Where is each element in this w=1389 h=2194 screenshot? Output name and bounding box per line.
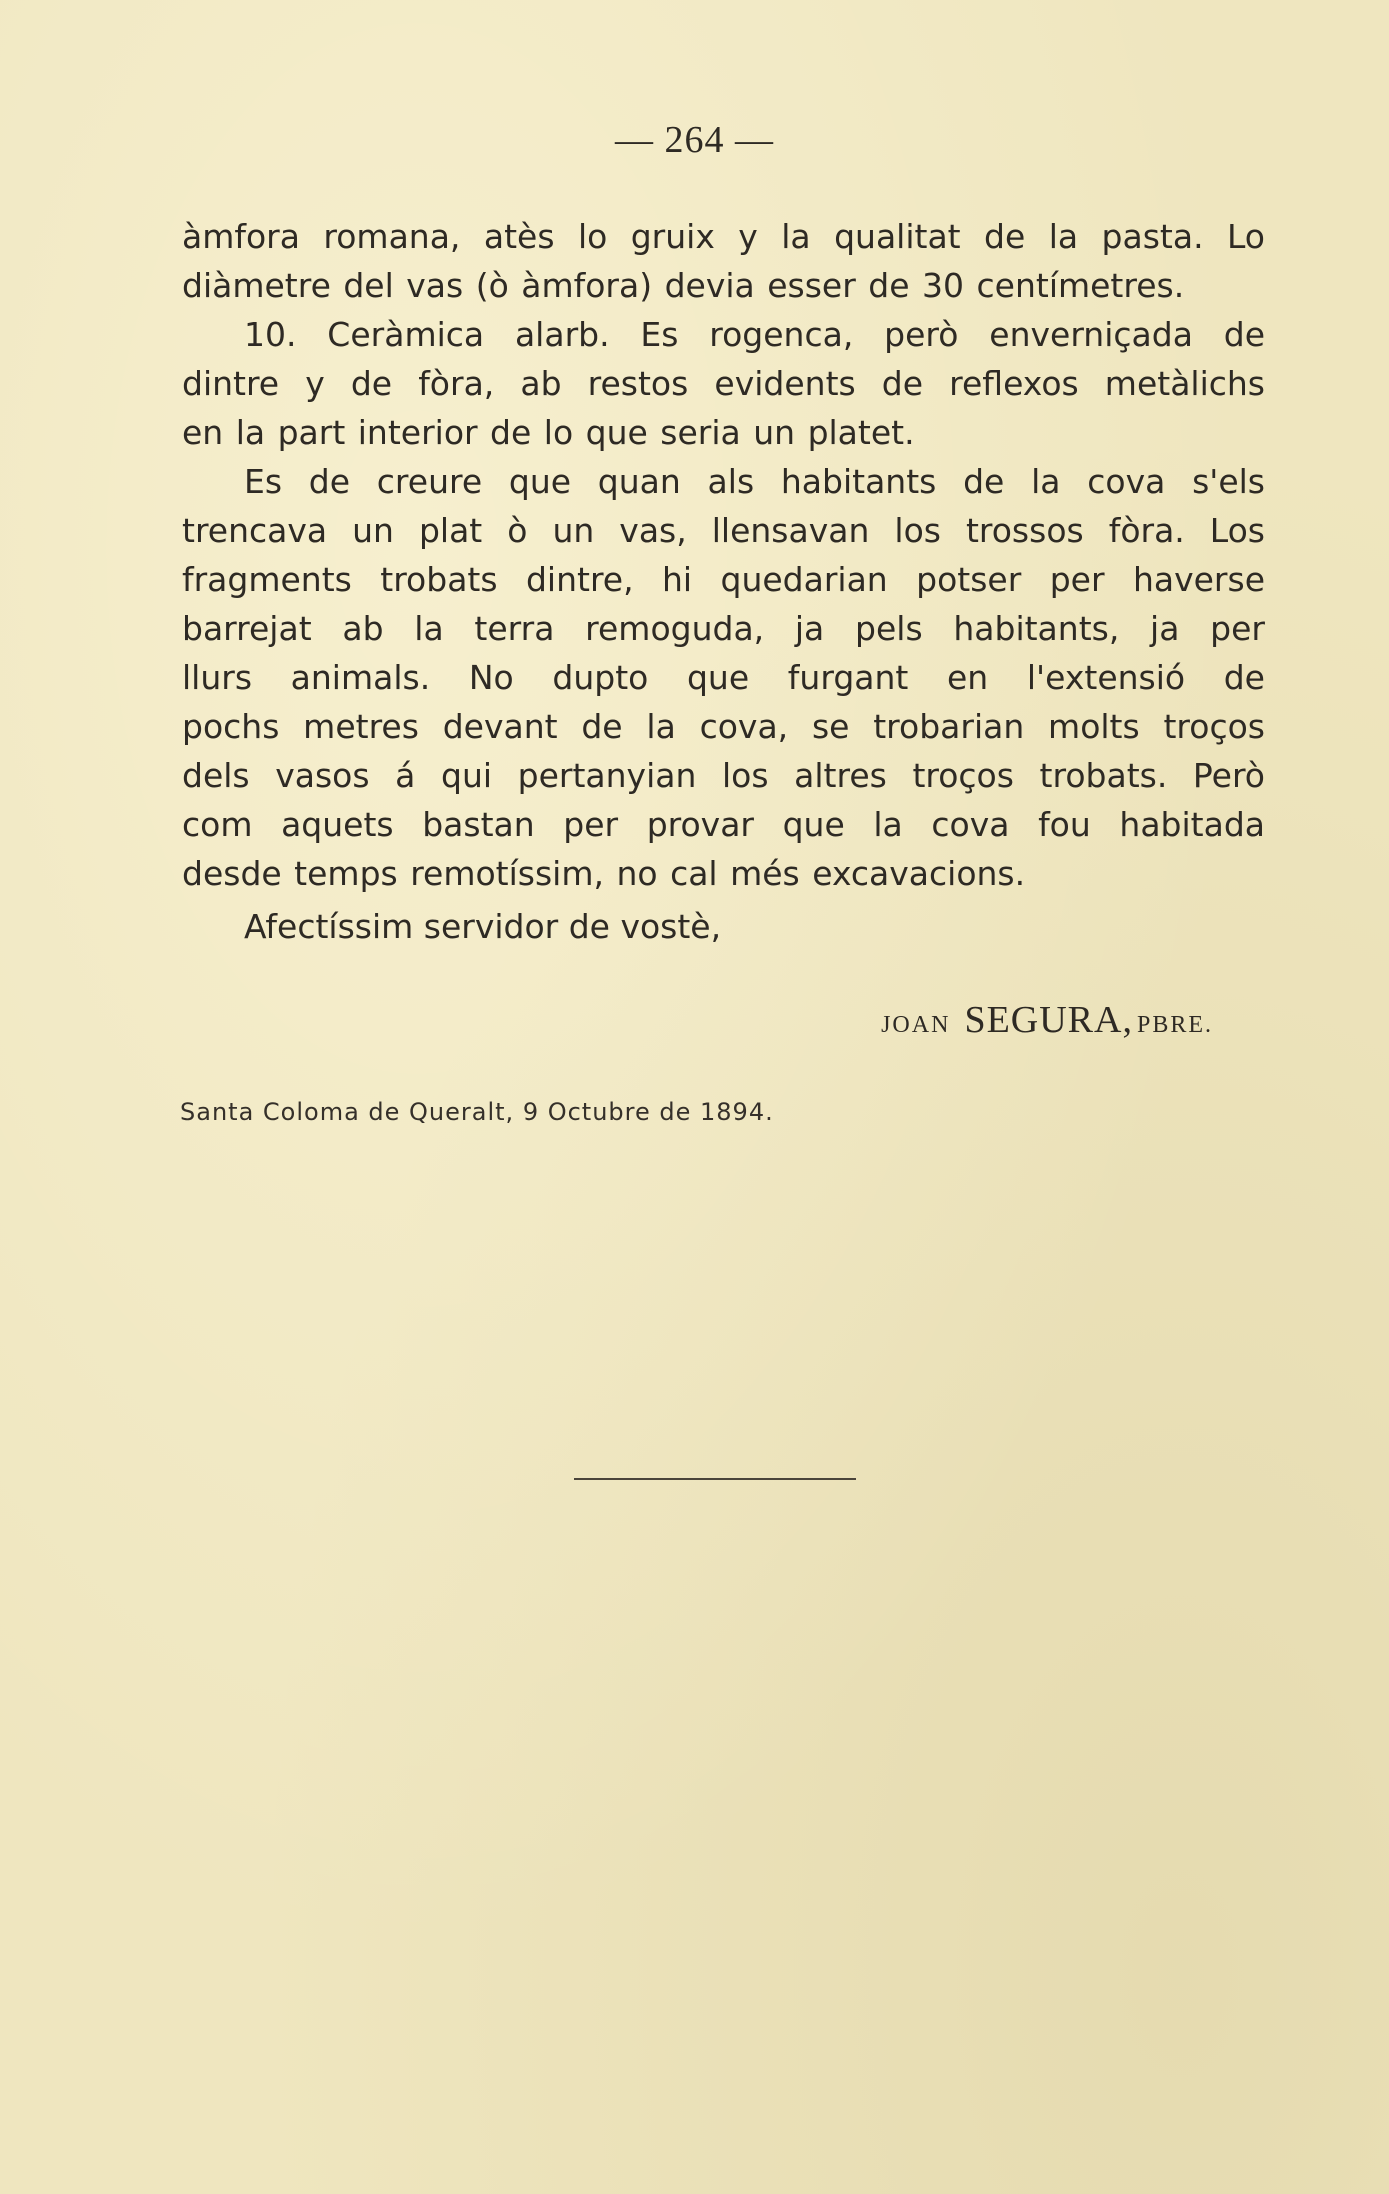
text-line: àmfora romana, atès lo gruix y la qualitat de la pasta. Lo <box>182 217 1265 256</box>
text-line: pochs metres devant de la cova, se trobarian molts troços <box>182 707 1265 746</box>
text-line: diàmetre del vas (ò àmfora) devia esser de 30 centímetres. <box>182 266 1185 305</box>
horizontal-rule <box>574 1478 856 1480</box>
body-text <box>182 212 1265 898</box>
signature-surname: SEGURA, <box>964 999 1133 1041</box>
text-line: fragments trobats dintre, hi quedarian potser per haverse <box>182 560 1265 599</box>
text-line: 10. Ceràmica alarb. Es rogenca, però enverniçada de <box>244 315 1265 354</box>
text-line: Es de creure que quan als habitants de la cova s'els <box>244 462 1265 501</box>
text-line: dintre y de fòra, ab restos evidents de reflexos metàlichs <box>182 364 1265 403</box>
place-date: Santa Coloma de Queralt, 9 Octubre de 1894. <box>180 1098 774 1126</box>
page-number: — 264 — <box>615 119 774 161</box>
text-line: llurs animals. No dupto que furgant en l'extensió de <box>182 658 1265 697</box>
text-line: en la part interior de lo que seria un platet. <box>182 413 915 452</box>
text-line: barrejat ab la terra remoguda, ja pels habitants, ja per <box>182 609 1265 648</box>
signature-title: PBRE. <box>1136 1012 1213 1038</box>
text-line: desde temps remotíssim, no cal més excavacions. <box>182 854 1026 893</box>
text-line: dels vasos á qui pertanyian los altres troços trobats. Però <box>182 756 1265 795</box>
signature-first-name: JOAN <box>881 1012 951 1038</box>
text-line: com aquets bastan per provar que la cova fou habitada <box>182 805 1265 844</box>
closing-salutation: Afectíssim servidor de vostè, <box>244 907 722 946</box>
text-line: trencava un plat ò un vas, llensavan los trossos fòra. Los <box>182 511 1265 550</box>
signature <box>881 998 1213 1042</box>
